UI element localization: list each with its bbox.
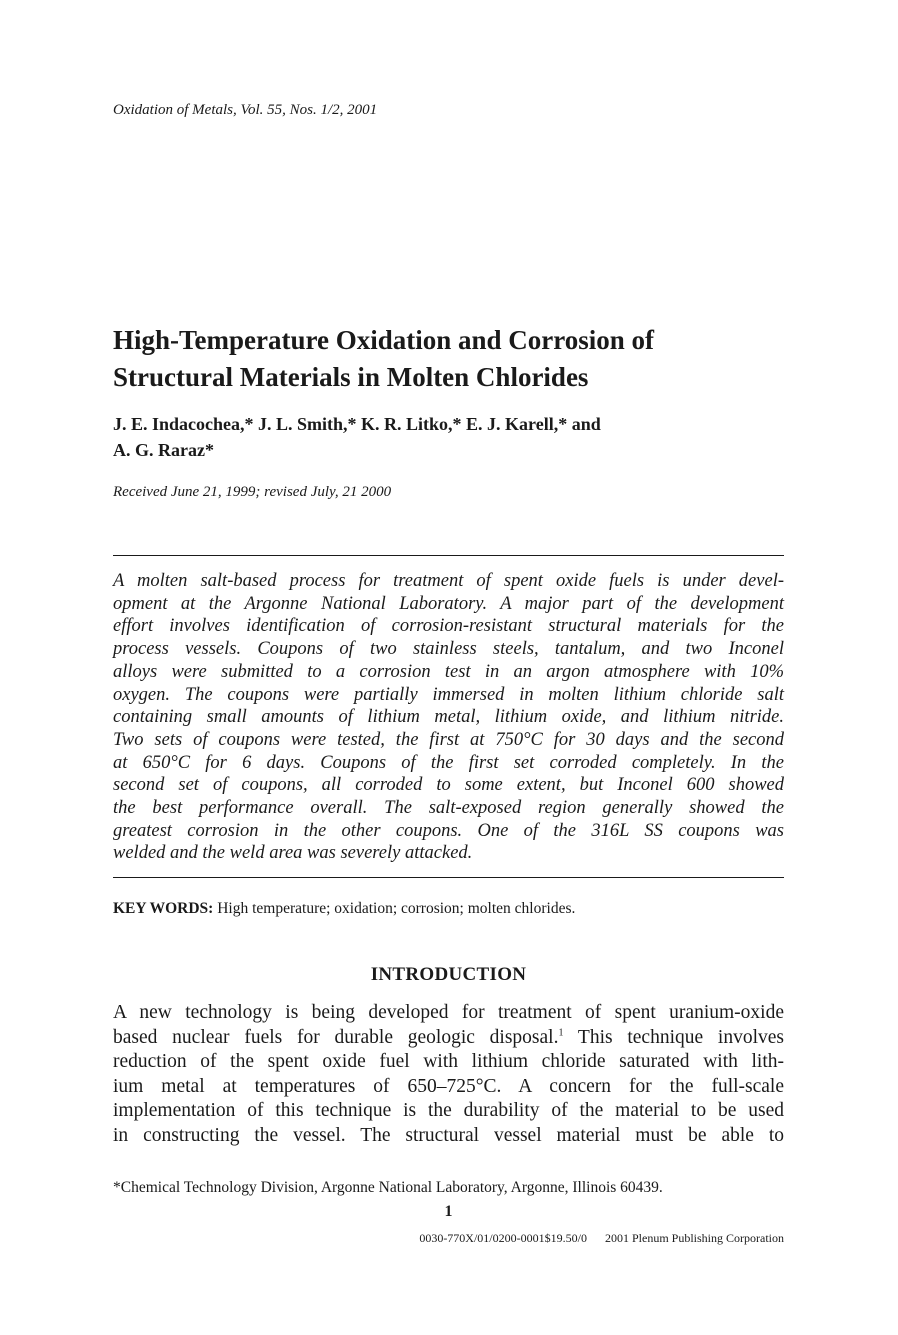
keywords-text: High temperature; oxidation; corrosion; molten chlorides.	[213, 900, 576, 917]
abstract-line: at 650°C for 6 days. Coupons of the first set corroded completely. In the	[113, 752, 784, 773]
body-line	[113, 1026, 784, 1051]
abstract-line: Two sets of coupons were tested, the first at 750°C for 30 days and the second	[113, 729, 784, 750]
abstract-bottom-rule	[113, 877, 784, 878]
paper-title	[113, 322, 793, 396]
author-list	[113, 411, 793, 463]
body-line-part: based nuclear fuels for durable geologic disposal.	[113, 1026, 559, 1048]
abstract-line: process vessels. Coupons of two stainless steels, tantalum, and two Inconel	[113, 639, 784, 660]
abstract-line: containing small amounts of lithium metal, lithium oxide, and lithium nitride.	[113, 707, 784, 728]
introduction-text	[113, 1001, 784, 1149]
abstract-line: greatest corrosion in the other coupons. One of the 316L SS coupons was	[113, 820, 784, 841]
body-line: implementation of this technique is the durability of the material to be used	[113, 1100, 784, 1122]
body-line-part: This technique involves	[563, 1026, 785, 1048]
body-line: reduction of the spent oxide fuel with lithium chloride saturated with lith-	[113, 1051, 784, 1073]
abstract-top-rule	[113, 555, 784, 556]
abstract-line: second set of coupons, all corroded to some extent, but Inconel 600 showed	[113, 775, 784, 796]
title-line: Structural Materials in Molten Chlorides	[113, 362, 589, 392]
abstract-line: effort involves identification of corrosion-resistant structural materials for the	[113, 616, 784, 637]
keywords-label: KEY WORDS:	[113, 900, 214, 917]
author-line: A. G. Raraz*	[113, 440, 214, 460]
reference-marker: 1	[558, 1027, 564, 1039]
body-line: A new technology is being developed for treatment of spent uranium-oxide	[113, 1002, 784, 1023]
price-code: 0030-770X/01/0200-0001$19.50/0	[419, 1231, 587, 1245]
title-line: High-Temperature Oxidation and Corrosion of	[113, 325, 655, 355]
affiliation-footnote: *Chemical Technology Division, Argonne National Laboratory, Argonne, Illinois 60439.	[113, 1179, 663, 1196]
keywords	[113, 900, 575, 918]
abstract-line: opment at the Argonne National Laboratory. A major part of the development	[113, 593, 784, 614]
copyright-notice: 2001 Plenum Publishing Corporation	[604, 1231, 784, 1245]
abstract-line: welded and the weld area was severely attacked.	[113, 843, 473, 864]
journal-citation: Oxidation of Metals, Vol. 55, Nos. 1/2, 2001	[113, 102, 378, 118]
body-line: ium metal at temperatures of 650–725°C. A concern for the full-scale	[113, 1075, 784, 1097]
author-line: J. E. Indacochea,* J. L. Smith,* K. R. Litko,* E. J. Karell,* and	[113, 414, 601, 434]
abstract-line: oxygen. The coupons were partially immersed in molten lithium chloride salt	[113, 684, 784, 705]
received-date: Received June 21, 1999; revised July, 21 2000	[113, 484, 392, 500]
abstract-line: A molten salt-based process for treatment of spent oxide fuels is under devel-	[113, 571, 784, 591]
page-number: 1	[444, 1203, 453, 1220]
body-line: in constructing the vessel. The structural vessel material must be able to	[113, 1124, 784, 1146]
section-heading: INTRODUCTION	[370, 964, 527, 985]
abstract-line: alloys were submitted to a corrosion test in an argon atmosphere with 10%	[113, 661, 784, 682]
abstract-line: the best performance overall. The salt-exposed region generally showed the	[113, 798, 784, 819]
copyright-line	[419, 1231, 784, 1246]
abstract	[113, 570, 784, 865]
